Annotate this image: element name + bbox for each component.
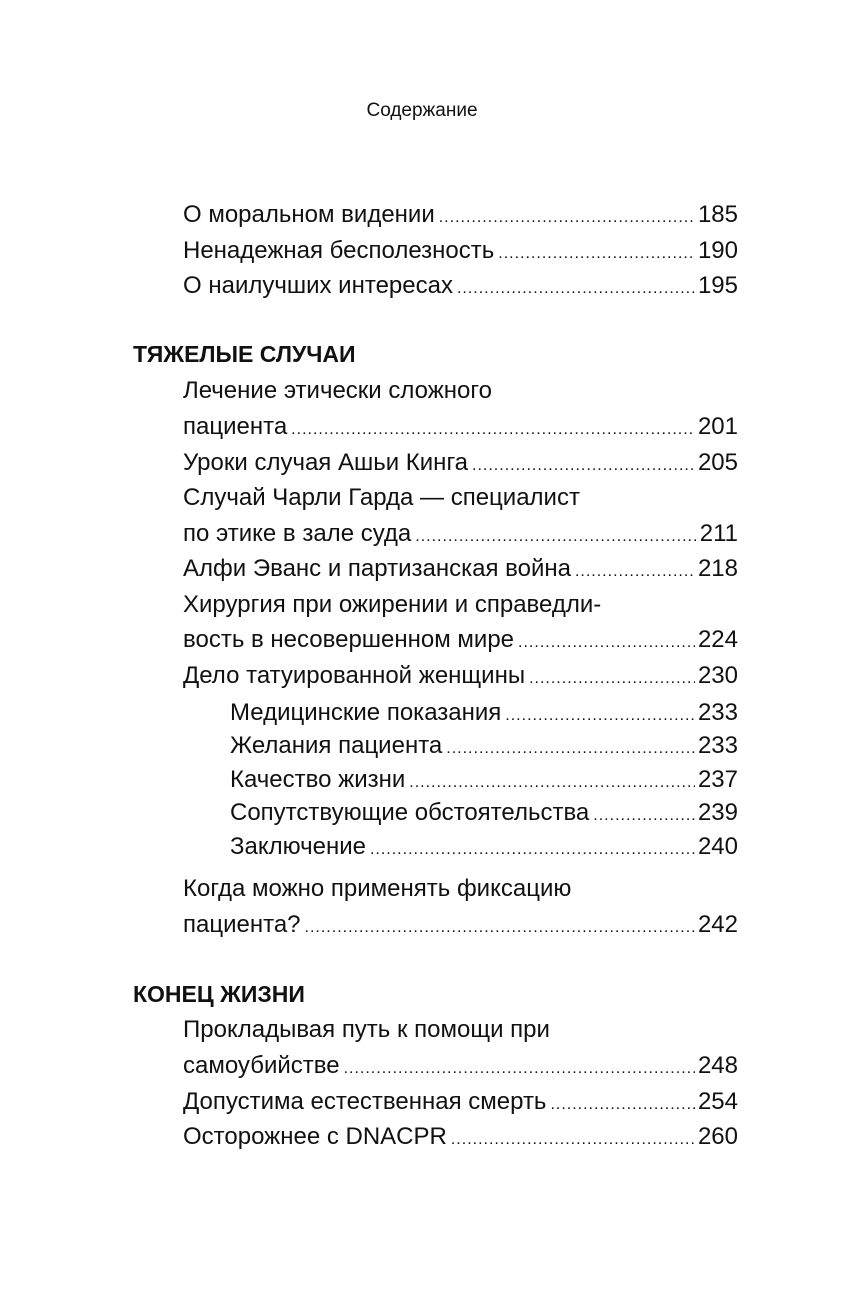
toc-entry-title: Дело татуированной женщины: [183, 662, 526, 689]
dot-leader: [291, 414, 695, 446]
dot-leader: [505, 700, 695, 732]
toc-entry[interactable]: [183, 624, 738, 656]
toc-subentry-page: 233: [697, 699, 738, 726]
toc-entry[interactable]: [183, 235, 738, 267]
toc-subentry-page: 237: [697, 766, 738, 793]
toc-entry[interactable]: [183, 518, 738, 550]
toc-subentry-title: Сопутствующие обстоятельства: [230, 799, 590, 826]
toc-entry[interactable]: [183, 270, 738, 302]
toc-entry-title: О моральном видении: [183, 201, 435, 228]
toc-entry[interactable]: [183, 660, 738, 692]
toc-subentry-title: Желания пациента: [230, 732, 443, 759]
dot-leader: [370, 834, 695, 866]
toc-entry[interactable]: [183, 199, 738, 231]
toc-subentry-title: Заключение: [230, 833, 366, 860]
section-title-hard-cases: ТЯЖЕЛЫЕ СЛУЧАИ: [133, 341, 356, 367]
toc-entry-page: 211: [699, 520, 738, 547]
toc-entry-page: 201: [697, 413, 738, 440]
toc-entry-first-line: Случай Чарли Гарда — специалист: [183, 484, 580, 511]
toc-entry-title: Уроки случая Ашьи Кинга: [183, 449, 469, 476]
toc-entry-page: 230: [697, 662, 738, 689]
dot-leader: [439, 202, 695, 234]
toc-entry[interactable]: [183, 1050, 738, 1082]
toc-entry-title: Алфи Эванс и партизанская война: [183, 555, 571, 582]
toc-entry-page: 224: [697, 626, 738, 653]
toc-entry-title: вость в несовершенном мире: [183, 626, 515, 653]
toc-entry-title: по этике в зале суда: [183, 520, 412, 547]
toc-entry-page: 254: [697, 1088, 738, 1115]
toc-entry-title: Осторожнее с DNACPR: [183, 1123, 447, 1150]
toc-entry[interactable]: [183, 1086, 738, 1118]
toc-subentry[interactable]: [230, 697, 738, 729]
dot-leader: [457, 273, 695, 305]
dot-leader: [575, 556, 695, 588]
toc-entry[interactable]: [183, 1121, 738, 1153]
toc-subentry-title: Медицинские показания: [230, 699, 502, 726]
toc-subentry-page: 239: [697, 799, 738, 826]
dot-leader: [518, 627, 695, 659]
toc-entry-page: 242: [697, 911, 738, 938]
toc-entry-first-line: Когда можно применять фиксацию: [183, 875, 572, 902]
toc-entry[interactable]: [183, 909, 738, 941]
toc-entry-page: 260: [697, 1123, 738, 1150]
toc-entry-first-line: Хирургия при ожирении и справедли-: [183, 591, 602, 618]
dot-leader: [593, 800, 695, 832]
running-head: Содержание: [366, 100, 478, 121]
toc-entry-title: пациента?: [183, 911, 301, 938]
toc-entry-page: 185: [697, 201, 738, 228]
toc-entry-page: 190: [697, 237, 738, 264]
toc-subentry-page: 240: [697, 833, 738, 860]
toc-entry-page: 248: [697, 1052, 738, 1079]
dot-leader: [305, 912, 695, 944]
toc-entry-page: 218: [697, 555, 738, 582]
dot-leader: [472, 450, 695, 482]
toc-entry-first-line: Прокладывая путь к помощи при: [183, 1016, 550, 1043]
toc-subentry-page: 233: [697, 732, 738, 759]
toc-subentry[interactable]: [230, 797, 738, 829]
dot-leader: [344, 1053, 695, 1085]
dot-leader: [550, 1089, 695, 1121]
toc-entry-first-line: Лечение этически сложного: [183, 377, 492, 404]
dot-leader: [446, 733, 695, 765]
toc-entry[interactable]: [183, 553, 738, 585]
toc-subentry[interactable]: [230, 831, 738, 863]
toc-entry-title: Ненадежная бесполезность: [183, 237, 495, 264]
dot-leader: [451, 1124, 695, 1156]
toc-entry-title: Допустима естественная смерть: [183, 1088, 547, 1115]
dot-leader: [415, 521, 696, 553]
section-title-end-of-life: КОНЕЦ ЖИЗНИ: [133, 981, 305, 1007]
toc-entry-page: 195: [697, 272, 738, 299]
dot-leader: [529, 663, 695, 695]
toc-entry-title: О наилучших интересах: [183, 272, 453, 299]
dot-leader: [409, 767, 695, 799]
dot-leader: [498, 238, 695, 270]
toc-entry[interactable]: [183, 411, 738, 443]
toc-entry-title: пациента: [183, 413, 288, 440]
toc-subentry-title: Качество жизни: [230, 766, 406, 793]
toc-entry-page: 205: [697, 449, 738, 476]
toc-entry-title: самоубийстве: [183, 1052, 340, 1079]
toc-subentry[interactable]: [230, 730, 738, 762]
toc-subentry[interactable]: [230, 764, 738, 796]
toc-entry[interactable]: [183, 447, 738, 479]
